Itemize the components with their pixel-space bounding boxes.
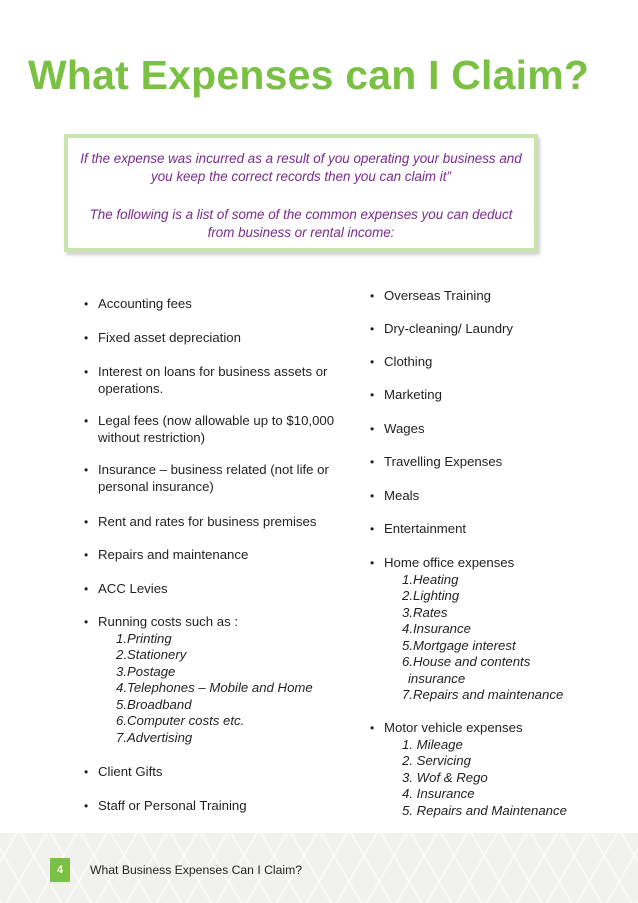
list-item-text: Meals bbox=[384, 488, 420, 503]
bullet: • bbox=[84, 297, 89, 311]
intro-callout-box bbox=[64, 134, 538, 252]
sub-item: 7.Advertising bbox=[116, 729, 193, 745]
list-item bbox=[84, 413, 354, 446]
list-item-text: Overseas Training bbox=[384, 288, 492, 303]
sub-item: 7.Repairs and maintenance bbox=[402, 687, 564, 702]
bullet: • bbox=[370, 489, 375, 503]
list-item-text: Rent and rates for business premises bbox=[98, 514, 317, 529]
sub-item: 1.Heating bbox=[402, 571, 459, 587]
list-item bbox=[84, 514, 354, 531]
list-item-text: Interest on loans for business assets or operations. bbox=[98, 364, 328, 396]
bullet: • bbox=[370, 721, 375, 735]
list-item-text: Home office expenses bbox=[384, 555, 515, 570]
list-item bbox=[370, 321, 610, 338]
list-item-text: Motor vehicle expenses bbox=[384, 720, 523, 735]
bullet: • bbox=[370, 522, 375, 536]
list-item-text: Insurance – business related (not life or personal insurance) bbox=[98, 462, 329, 494]
bullet: • bbox=[370, 455, 375, 469]
bullet: • bbox=[84, 515, 89, 529]
list-item-text: Wages bbox=[384, 421, 425, 436]
callout-paragraph-2: The following is a list of some of the common expenses you can deduct from business or rental income: bbox=[89, 207, 513, 240]
sub-item: 5. Repairs and Maintenance bbox=[402, 802, 567, 818]
list-item bbox=[84, 364, 354, 397]
bullet: • bbox=[84, 463, 89, 477]
list-item bbox=[370, 555, 610, 704]
list-item bbox=[84, 798, 354, 815]
bullet: • bbox=[84, 414, 89, 428]
list-item bbox=[370, 288, 610, 305]
list-item bbox=[370, 387, 610, 404]
list-item bbox=[370, 488, 610, 505]
list-item-text: Marketing bbox=[384, 387, 442, 402]
callout-paragraph-1: If the expense was incurred as a result of you operating your business and you keep the correct records then you can claim it” bbox=[80, 151, 522, 184]
list-item-text: Legal fees (now allowable up to $10,000 without restriction) bbox=[98, 413, 335, 445]
list-item-text: Dry-cleaning/ Laundry bbox=[384, 321, 514, 336]
list-item bbox=[370, 421, 610, 438]
bullet: • bbox=[370, 322, 375, 336]
page-title: What Expenses can I Claim? bbox=[28, 52, 590, 98]
bullet: • bbox=[84, 365, 89, 379]
list-item-text: Fixed asset depreciation bbox=[98, 330, 241, 345]
list-item bbox=[84, 764, 354, 781]
list-item-text: Entertainment bbox=[384, 521, 467, 536]
sub-item: 3.Rates bbox=[402, 604, 448, 620]
sub-item: 4. Insurance bbox=[402, 786, 475, 801]
bullet: • bbox=[370, 556, 375, 570]
bullet: • bbox=[84, 331, 89, 345]
list-item bbox=[84, 462, 354, 495]
bullet: • bbox=[84, 799, 89, 813]
bullet: • bbox=[370, 388, 375, 402]
list-item-text: ACC Levies bbox=[98, 581, 168, 596]
sub-item: 2.Stationery bbox=[116, 647, 187, 662]
list-item-text: Client Gifts bbox=[98, 764, 163, 779]
sub-item: 5.Mortgage interest bbox=[402, 637, 516, 653]
list-item-text: Running costs such as : bbox=[98, 614, 239, 629]
list-item bbox=[370, 720, 610, 819]
list-item bbox=[370, 354, 610, 371]
sub-item: 6.Computer costs etc. bbox=[116, 713, 245, 728]
sub-item: 4.Telephones – Mobile and Home bbox=[116, 680, 313, 695]
bullet: • bbox=[84, 615, 89, 629]
footer-title: What Business Expenses Can I Claim? bbox=[90, 863, 303, 877]
list-item-text: Travelling Expenses bbox=[384, 454, 503, 469]
sub-item: 2.Lighting bbox=[402, 588, 460, 603]
list-item-text: Staff or Personal Training bbox=[98, 798, 247, 813]
sub-item: 1.Printing bbox=[116, 630, 172, 646]
list-item bbox=[84, 296, 354, 313]
list-item bbox=[84, 330, 354, 347]
list-item-text: Clothing bbox=[384, 354, 433, 369]
sub-item: 5.Broadband bbox=[116, 696, 192, 712]
bullet: • bbox=[84, 548, 89, 562]
sub-item: 1. Mileage bbox=[402, 736, 463, 752]
sub-item: 3. Wof & Rego bbox=[402, 769, 488, 785]
bullet: • bbox=[370, 289, 375, 303]
list-item bbox=[84, 614, 354, 746]
list-item-text: Repairs and maintenance bbox=[98, 547, 249, 562]
sub-item: 2. Servicing bbox=[402, 753, 471, 768]
bullet: • bbox=[84, 765, 89, 779]
bullet: • bbox=[370, 422, 375, 436]
sub-item: 6.House and contents bbox=[402, 654, 531, 669]
list-item bbox=[370, 521, 610, 538]
bullet: • bbox=[370, 355, 375, 369]
list-item bbox=[84, 581, 354, 598]
sub-item: insurance bbox=[408, 670, 466, 686]
page-number: 4 bbox=[50, 858, 70, 882]
sub-item: 4.Insurance bbox=[402, 621, 471, 636]
bullet: • bbox=[84, 582, 89, 596]
sub-item: 3.Postage bbox=[116, 663, 176, 679]
list-item bbox=[370, 454, 610, 471]
list-item bbox=[84, 547, 354, 564]
list-item-text: Accounting fees bbox=[98, 296, 192, 311]
